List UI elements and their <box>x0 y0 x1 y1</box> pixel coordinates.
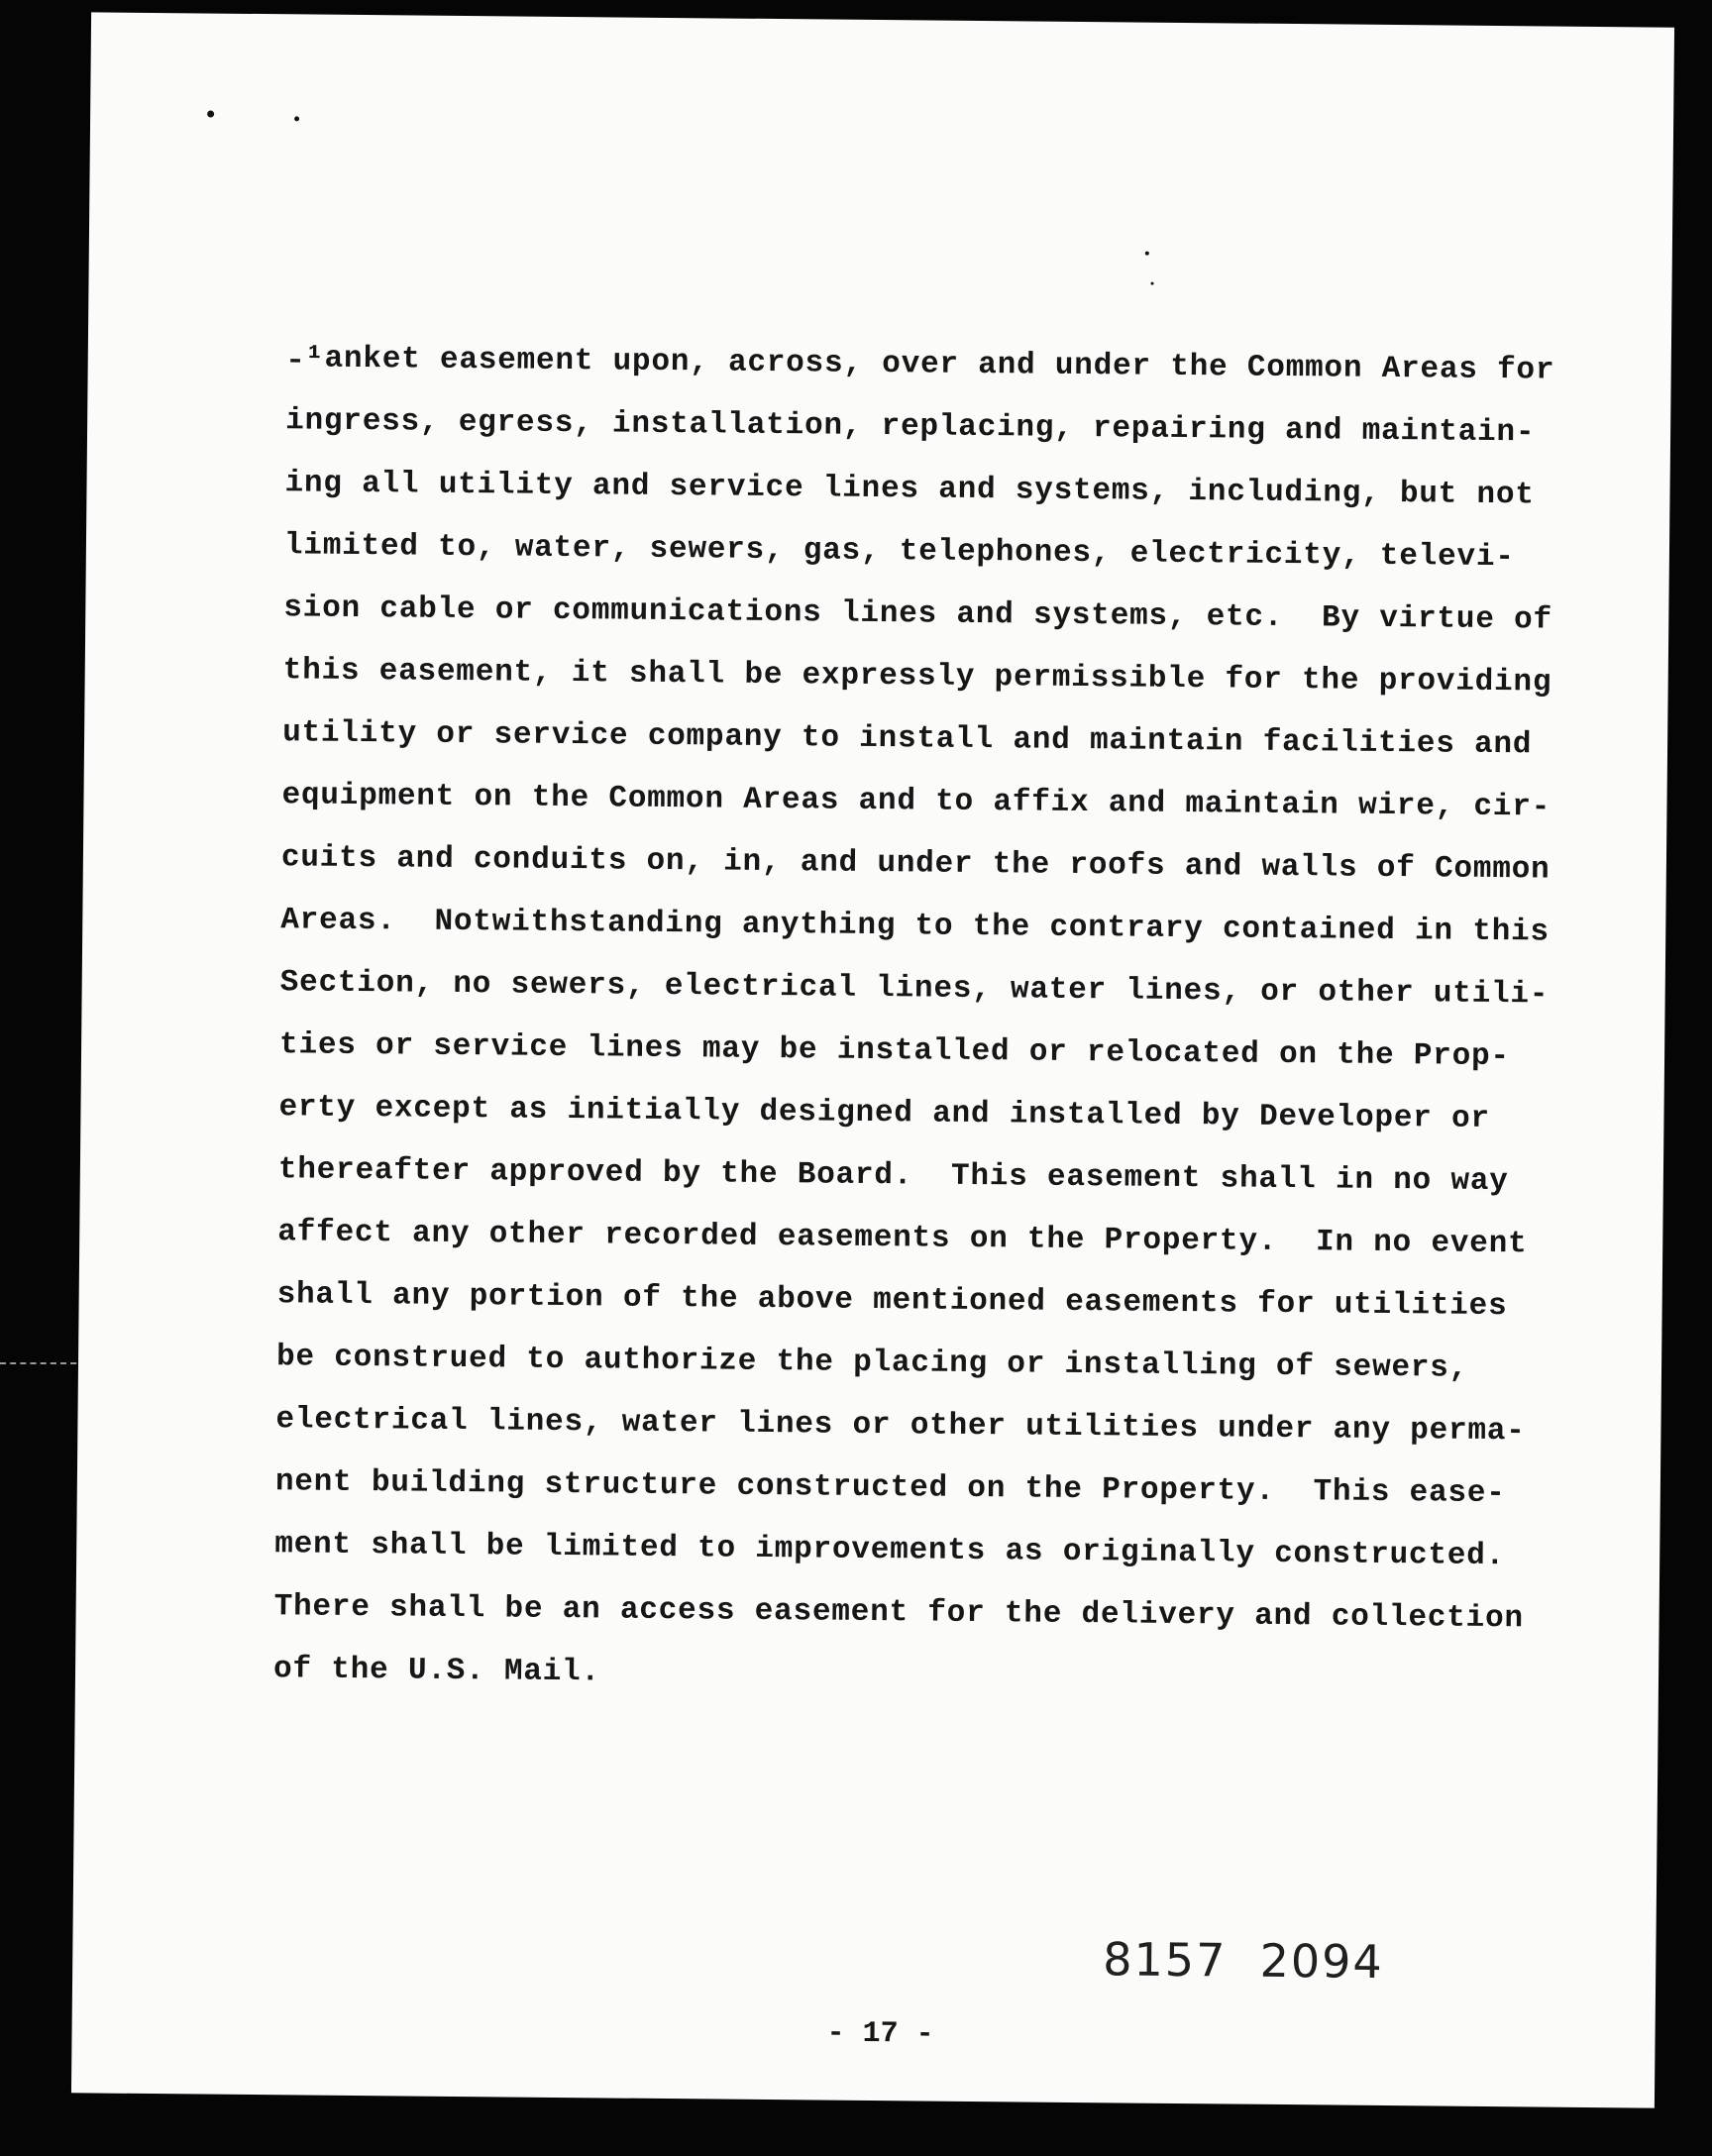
text-line: ment shall be limited to improvements as originally constructed. <box>274 1527 1506 1574</box>
text-line: Areas. Notwithstanding anything to the contrary contained in this <box>280 903 1551 950</box>
text-line: thereafter approved by the Board. This easement shall in no way <box>277 1152 1509 1200</box>
text-line: ing all utility and service lines and systems, including, but not <box>284 466 1535 513</box>
text-line: this easement, it shall be expressly permissible for the providing <box>282 653 1552 701</box>
text-line: utility or service company to install and maintain facilities and <box>281 715 1533 763</box>
text-line: limited to, water, sewers, gas, telephones, electricity, televi- <box>283 528 1515 576</box>
text-line: erty except as initially designed and installed by Developer or <box>278 1090 1491 1136</box>
ink-speck <box>207 111 214 118</box>
text-line: affect any other recorded easements on the Property. In no event <box>277 1215 1528 1262</box>
text-line: of the U.S. Mail. <box>272 1652 601 1690</box>
ink-speck <box>1151 282 1154 285</box>
text-line: ˗¹anket easement upon, across, over and under the Common Areas for <box>285 341 1555 388</box>
page-number: - 17 - <box>826 2016 934 2052</box>
text-line: sion cable or communications lines and systems, etc. By virtue of <box>283 591 1553 638</box>
text-line: be construed to authorize the placing or installing of sewers, <box>275 1340 1469 1386</box>
text-line: equipment on the Common Areas and to affix and maintain wire, cir- <box>281 778 1552 825</box>
document-page <box>71 12 1674 2107</box>
ink-speck <box>294 116 299 121</box>
text-line: Section, no sewers, electrical lines, water lines, or other utili- <box>279 965 1550 1013</box>
text-line: electrical lines, water lines or other utilities under any perma- <box>275 1402 1526 1450</box>
text-line: There shall be an access easement for the delivery and collection <box>273 1589 1524 1637</box>
text-line: ingress, egress, installation, replacing, repairing and maintain- <box>284 403 1536 451</box>
text-line: ties or service lines may be installed or relocated on the Prop- <box>278 1027 1511 1075</box>
text-line: cuits and conduits on, in, and under the roofs and walls of Common <box>280 840 1551 888</box>
text-line: shall any portion of the above mentioned easements for utilities <box>276 1277 1508 1325</box>
text-line: nent building structure constructed on the Property. This ease- <box>274 1464 1506 1512</box>
easement-paragraph <box>273 327 1604 1713</box>
ink-speck <box>1145 252 1149 256</box>
document-reference-number: 8157 2094 <box>1103 1932 1384 1989</box>
